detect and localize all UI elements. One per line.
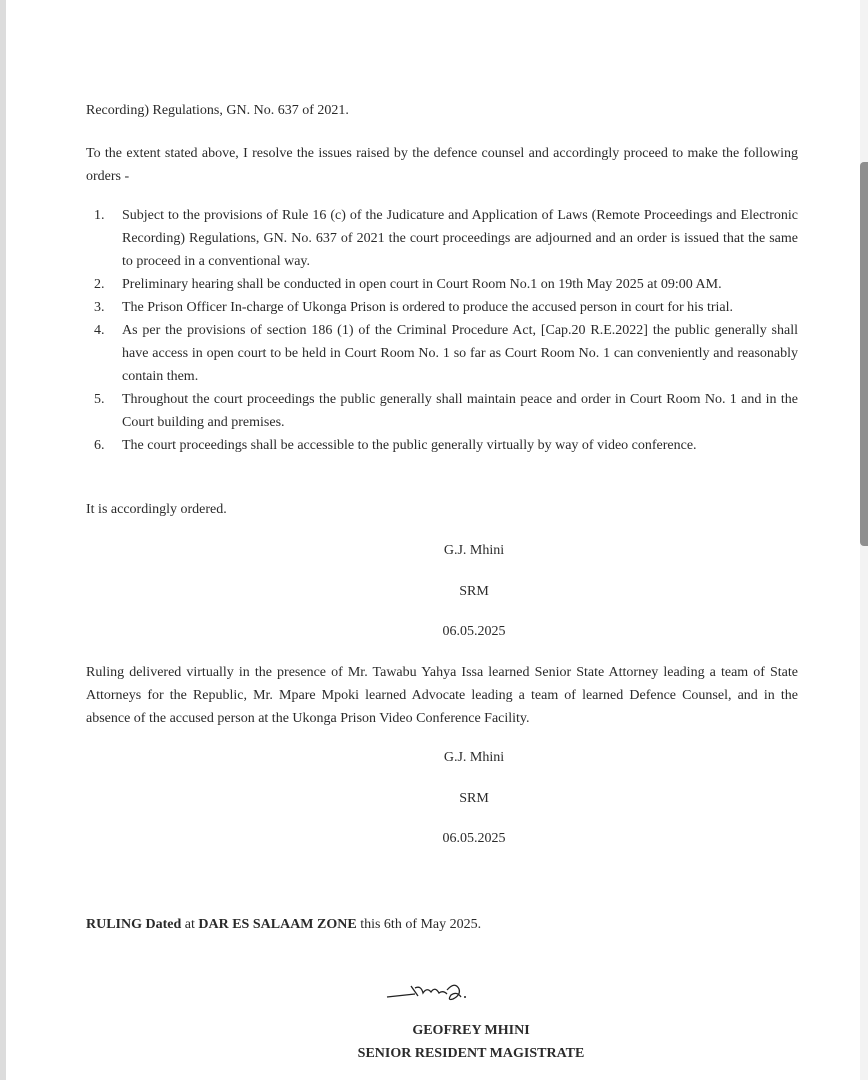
ruling-plain-1: at xyxy=(181,917,199,932)
order-number: 2. xyxy=(94,277,105,292)
orders-list xyxy=(86,204,798,457)
scrollbar-thumb[interactable] xyxy=(860,162,868,546)
order-text: The court proceedings shall be accessible to the public generally virtually by way of video conference. xyxy=(122,438,697,453)
ruling-plain-2: this 6th of May 2025. xyxy=(356,917,482,932)
order-item xyxy=(94,319,798,388)
page-left-edge xyxy=(0,0,6,1080)
resolve-paragraph: To the extent stated above, I resolve the issues raised by the defence counsel and accordingly proceed to make the following orders - xyxy=(86,146,798,184)
ruling-bold-1: RULING Dated xyxy=(86,917,182,932)
order-number: 6. xyxy=(94,438,105,453)
order-item xyxy=(94,434,798,457)
signoff-2-date: 06.05.2025 xyxy=(442,831,506,846)
scrollbar-track[interactable] xyxy=(860,0,868,1080)
signoff-1-title: SRM xyxy=(459,584,489,599)
handwritten-signature-icon xyxy=(385,975,475,1005)
delivery-paragraph: Ruling delivered virtually in the presence of Mr. Tawabu Yahya Issa learned Senior State Attorney leading a team of State Attorneys for the Republic, Mr. Mpare Mpoki learned Advocate leading a team of learned Defence Counsel, and in the absence of the accused person at the Ukonga Prison Video Conference Facility. xyxy=(86,665,798,726)
order-number: 3. xyxy=(94,300,105,315)
order-text: The Prison Officer In-charge of Ukonga Prison is ordered to produce the accused person in court for his trial. xyxy=(122,300,734,315)
signoff-1-date: 06.05.2025 xyxy=(442,624,506,639)
ruling-dated-line xyxy=(86,913,481,936)
order-item xyxy=(94,296,798,319)
signoff-1-name: G.J. Mhini xyxy=(443,543,505,558)
order-text: Subject to the provisions of Rule 16 (c) of the Judicature and Application of Laws (Remote Proceedings and Electronic Recording) Regulations, GN. No. 637 of 2021 the court proceedings are adjourned and an order is issued that the same to proceed in a conventional way. xyxy=(122,208,798,269)
order-item xyxy=(94,273,798,296)
ordered-line: It is accordingly ordered. xyxy=(86,502,227,517)
intro-line: Recording) Regulations, GN. No. 637 of 2021. xyxy=(86,103,349,118)
final-signatory-name: GEOFREY MHINI xyxy=(412,1023,530,1038)
ruling-bold-2: DAR ES SALAAM ZONE xyxy=(198,917,357,932)
order-text: As per the provisions of section 186 (1) of the Criminal Procedure Act, [Cap.20 R.E.2022] the public generally shall have access in open court to be held in Court Room No. 1 so far as Court Room No. 1 can conveniently and reasonably contain them. xyxy=(122,323,798,384)
order-text: Preliminary hearing shall be conducted in open court in Court Room No.1 on 19th May 2025 at 09:00 AM. xyxy=(122,277,722,292)
signoff-2-name: G.J. Mhini xyxy=(443,750,505,765)
final-signatory-title: SENIOR RESIDENT MAGISTRATE xyxy=(357,1046,585,1061)
order-number: 5. xyxy=(94,392,105,407)
order-number: 1. xyxy=(94,208,105,223)
signoff-2-title: SRM xyxy=(459,791,489,806)
order-item xyxy=(94,204,798,273)
order-number: 4. xyxy=(94,323,105,338)
order-item xyxy=(94,388,798,434)
order-text: Throughout the court proceedings the public generally shall maintain peace and order in Court Room No. 1 and in the Court building and premises. xyxy=(122,392,798,430)
